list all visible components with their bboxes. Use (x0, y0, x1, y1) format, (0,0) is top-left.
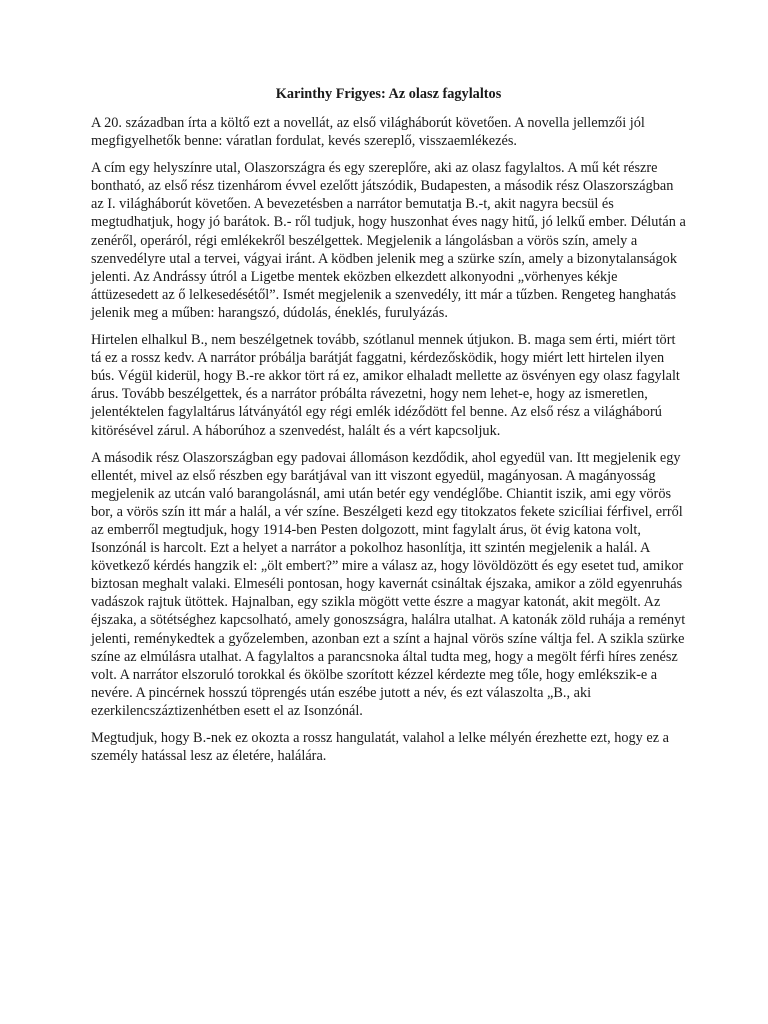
paragraph-second-part: A második rész Olaszországban egy padovai állomáson kezdődik, ahol egyedül van. Itt megjelenik egy ellentét, mivel az első részben egy barátjával van itt viszont egyedül, magányosan. A magányosság megjelenik az utcán való barangolásnál, ami után betér egy vendéglőbe. Chiantit iszik, ami egy vörös bor, a vörös szín itt már a halál, a vér színe. Beszélgeti kezd egy titokzatos fekete szicíliai férfivel, erről az emberről megtudjuk, hogy 1914-ben Pesten dolgozott, mint fagylalt árus, öt évig katona volt, Isonzónál is harcolt. Ezt a helyet a narrátor a pokolhoz hasonlítja, itt szintén megjelenik a halál. A következő kérdés hangzik el: „ölt embert?” mire a válasz az, hogy lövöldözött és egy esetet tud, amikor biztosan meghalt valaki. Elmeséli pontosan, hogy kavernát csináltak éjszaka, amikor a zöld egyenruhás vadászok rajtuk ütöttek. Hajnalban, egy szikla mögött vette észre a magyar katonát, akit megölt. Az éjszaka, a sötétséghez kapcsolható, amely gonoszságra, halálra utalhat. A katonák zöld ruhája a reményt jelenti, reménykedtek a győzelemben, azonban ezt a színt a hajnal vörös színe váltja fel. A szikla szürke színe az elmúlásra utalhat. A fagylaltos a parancsnoka által tudta meg, hogy a megölt férfi híres zenész volt. A narrátor elszoruló torokkal és ökölbe szorított kézzel kérdezte meg tőle, hogy emlékszik-e a nevére. A pincérnek hosszú töprengés után eszébe jutott a név, és ezt válaszolta „B., aki ezerkilencszáztizenhétben esett el az Isonzónál. (91, 449, 686, 719)
paragraph-conclusion: Megtudjuk, hogy B.-nek ez okozta a rossz hangulatát, valahol a lelke mélyén érezhette ezt, hogy ez a személy hatással lesz az életére, halálára. (91, 730, 670, 765)
document-page (91, 84, 686, 774)
paragraph-sudden-mood: Hirtelen elhalkul B., nem beszélgetnek tovább, szótlanul mennek útjukon. B. maga sem érti, miért tört tá ez a rossz kedv. A narrátor próbálja barátját faggatni, kérdezősködik, hogy miért lett hirtelen ilyen bús. Végül kiderül, hogy B.-re akkor tört rá ez, amikor elhaladt mellette az ösvényen egy olasz fagylalt árus. Tovább beszélgettek, és a narrátor próbálta rávezetni, hogy nem lehet-e, hogy az ismeretlen, jelentéktelen fagylaltárus látványától egy régi emlék idéződött fel benne. Az első rész a világháború kitörésével zárul. A háborúhoz a szenvedést, halált és a vért kapcsoljuk. (91, 332, 680, 439)
paragraph-first-part: A cím egy helyszínre utal, Olaszországra és egy szereplőre, aki az olasz fagylaltos. A mű két részre bontható, az első rész tizenhárom évvel ezelőtt játszódik, Budapesten, a második rész Olaszországban az I. világháborút követően. A bevezetésben a narrátor bemutatja B.-t, akit nagyra becsül és megtudhatjuk, hogy jó barátok. B.- ről tudjuk, hogy huszonhat éves nagy hitű, jó lelkű ember. Délután a zenéről, operáról, régi emlékekről beszélgettek. Megjelenik a lángolásban a vörös szín, amely a szenvedélyre utal a tervei, vágyai iránt. A ködben jelenik meg a szürke szín, amely a bizonytalanságok jelenti. Az Andrássy útról a Ligetbe mentek eközben elkezdett alkonyodni „vörhenyes kékje áttüzesedett az ő lelkesedésétől”. Ismét megjelenik a szenvedély, itt már a tűzben. Rengeteg hanghatás jelenik meg a műben: harangszó, dúdolás, éneklés, furulyázás. (91, 160, 686, 321)
document-title: Karinthy Frigyes: Az olasz fagylaltos (275, 86, 502, 102)
paragraph-intro: A 20. században írta a költő ezt a novellát, az első világháborút követően. A novella jellemzői jól megfigyelhetők benne: váratlan fordulat, kevés szereplő, visszaemlékezés. (91, 115, 645, 150)
